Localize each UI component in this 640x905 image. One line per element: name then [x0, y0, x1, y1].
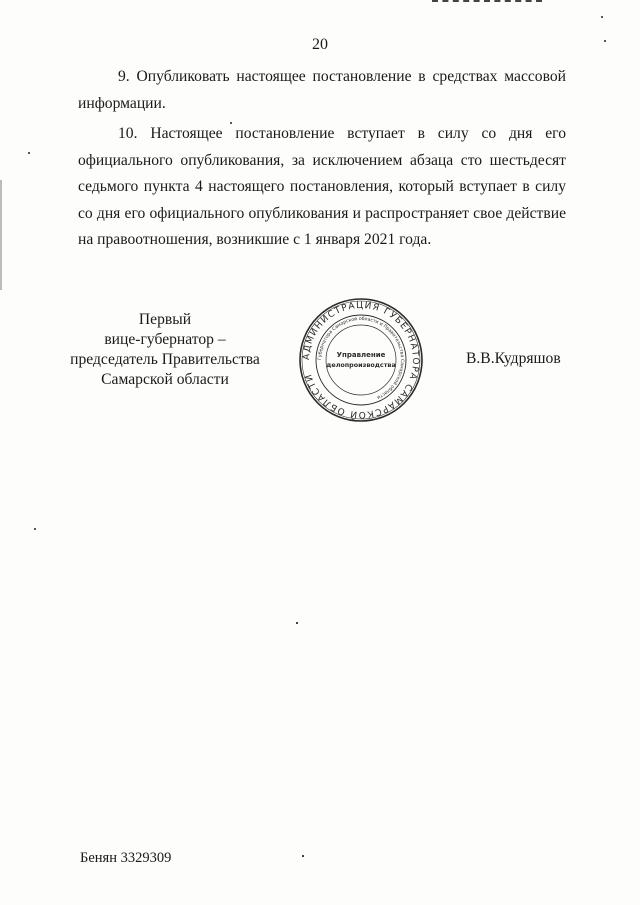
svg-text:делопроизводства: делопроизводства [326, 361, 396, 369]
scan-edge-mark [432, 0, 542, 4]
scan-speck [604, 40, 606, 42]
document-body [78, 64, 566, 258]
scan-speck [296, 622, 298, 624]
signatory-position [55, 310, 275, 390]
scan-speck [34, 528, 36, 530]
official-seal-stamp [298, 297, 424, 423]
signatory-name: В.В.Кудряшов [466, 350, 561, 367]
footer-code: Бенян 3329309 [80, 850, 172, 866]
svg-text:Управление: Управление [336, 351, 386, 359]
position-line: Самарской области [101, 371, 229, 388]
position-line: председатель Правительства [70, 351, 260, 368]
paragraph-9: 9. Опубликовать настоящее постановление в средствах массовой информации. [78, 68, 566, 112]
scan-speck [302, 855, 304, 857]
scan-speck [601, 16, 603, 18]
paragraph-10: 10. Настоящее постановление вступает в силу со дня его официального опубликования, за исключением абзаца сто шестьдесят седьмого пункта 4 настоящего постановления, который вступает в силу со дня его официального опубликования и распространяет свое действие на правоотношения, возникшие с 1 января 2021 года. [78, 125, 566, 248]
position-line: Первый [138, 311, 192, 328]
scan-speck [28, 152, 30, 154]
svg-text:АДМИНИСТРАЦИЯ ГУБЕРНАТОРА САМА: АДМИНИСТРАЦИЯ ГУБЕРНАТОРА САМАРСКОЙ ОБЛАСТИ [301, 300, 421, 420]
scan-left-edge [0, 180, 2, 290]
svg-text:Губернатора Самарской области: Губернатора Самарской области и Правительства Самарской области [317, 316, 405, 400]
position-line: вице-губернатор – [104, 331, 226, 348]
page-number: 20 [312, 36, 328, 53]
scan-speck [230, 122, 232, 124]
